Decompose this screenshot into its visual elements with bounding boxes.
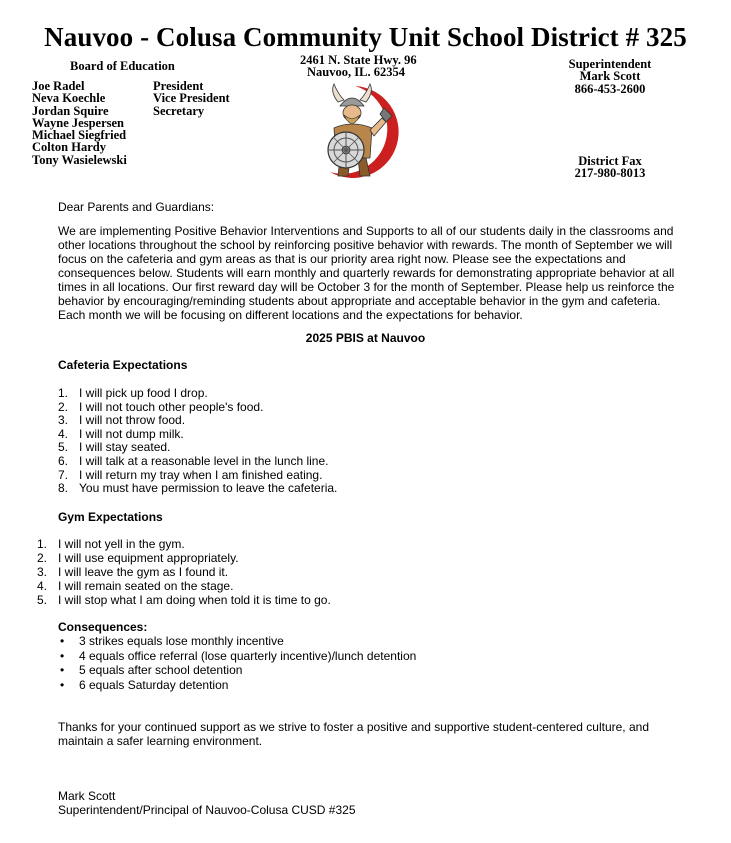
letter-greeting: Dear Parents and Guardians: xyxy=(58,200,215,214)
list-number: 3. xyxy=(37,565,48,579)
viking-mascot-icon xyxy=(300,80,410,180)
board-member: Tony Wasielewski xyxy=(32,152,127,167)
bullet-icon: • xyxy=(60,677,65,692)
list-text: I will stop what I am doing when told it is time to go. xyxy=(58,593,331,607)
list-text: You must have permission to leave the cafeteria. xyxy=(79,481,338,496)
list-text: I will not yell in the gym. xyxy=(58,537,185,551)
pbis-heading: 2025 PBIS at Nauvoo xyxy=(305,331,426,345)
list-number: 8. xyxy=(58,481,69,496)
board-member: Joe Radel xyxy=(32,79,85,93)
bullet-icon: • xyxy=(60,648,65,663)
list-number: 7. xyxy=(58,467,69,482)
list-text: I will return my tray when I am finished eating. xyxy=(79,467,323,482)
district-fax-block xyxy=(560,155,660,180)
list-number: 1. xyxy=(37,537,48,551)
district-address xyxy=(300,53,417,80)
consequences-heading: Consequences: xyxy=(58,620,148,634)
list-text: I will use equipment appropriately. xyxy=(58,551,239,565)
list-text: 4 equals office referral (lose quarterly incentive)/lunch detention xyxy=(79,648,417,663)
list-text: 5 equals after school detention xyxy=(79,663,243,678)
gym-expectations-list xyxy=(37,537,331,607)
list-item xyxy=(58,649,416,664)
list-item xyxy=(58,413,337,427)
list-text: I will not throw food. xyxy=(79,413,186,428)
board-member: Wayne Jespersen xyxy=(32,115,125,130)
superintendent-block xyxy=(560,58,660,95)
list-number: 5. xyxy=(37,593,48,607)
list-number: 5. xyxy=(58,440,69,455)
list-item xyxy=(58,663,416,678)
board-member: Colton Hardy xyxy=(32,140,106,155)
list-item xyxy=(37,579,331,593)
list-item xyxy=(58,468,337,482)
bullet-icon: • xyxy=(60,663,65,678)
board-member: Michael Siegfried xyxy=(32,128,127,143)
gym-expectations-heading: Gym Expectations xyxy=(58,510,163,524)
list-text: 6 equals Saturday detention xyxy=(79,677,229,692)
superintendent-phone: 866-453-2600 xyxy=(574,81,646,96)
superintendent-label: Superintendent xyxy=(568,57,652,71)
list-number: 4. xyxy=(37,579,48,593)
list-number: 2. xyxy=(37,551,48,565)
list-text: I will talk at a reasonable level in the lunch line. xyxy=(79,453,329,468)
board-role: Secretary xyxy=(153,103,205,118)
board-of-education-heading: Board of Education xyxy=(70,59,175,73)
list-item xyxy=(58,454,337,468)
consequences-list xyxy=(58,634,416,692)
board-roles-list xyxy=(153,80,230,117)
board-member: Jordan Squire xyxy=(32,103,109,118)
list-item xyxy=(58,481,337,495)
list-text: I will not touch other people's food. xyxy=(79,399,264,414)
list-item xyxy=(58,386,337,400)
list-item xyxy=(58,440,337,454)
list-text: I will remain seated on the stage. xyxy=(58,579,234,593)
list-item xyxy=(37,593,331,607)
address-line: Nauvoo, IL. 62354 xyxy=(307,65,405,80)
list-number: 1. xyxy=(58,386,69,400)
board-role: Vice President xyxy=(153,91,230,106)
bullet-icon: • xyxy=(60,634,65,648)
address-line: 2461 N. State Hwy. 96 xyxy=(300,53,417,67)
signature-title: Superintendent/Principal of Nauvoo-Colusa CUSD #325 xyxy=(58,803,356,817)
list-item xyxy=(58,678,416,693)
fax-number: 217-980-8013 xyxy=(574,166,646,181)
list-text: I will stay seated. xyxy=(79,440,171,455)
list-text: 3 strikes equals lose monthly incentive xyxy=(79,634,284,648)
cafeteria-expectations-list xyxy=(58,386,337,495)
board-role: President xyxy=(153,79,204,93)
letter-intro-paragraph: We are implementing Positive Behavior Interventions and Supports to all of our students daily in the classrooms and other locations throughout the school by reinforcing positive behavior with rewards. The month of September we will focus on the cafeteria and gym areas as that is our priority area right now. Please see the expectations and consequences below. Students will earn monthly and quarterly rewards for demonstrating appropriate behavior at all times in all locations. Our first reward day will be October 3 for the month of September. Please help us reinforce the behavior by encouraging/reminding students about appropriate and acceptable behavior in the gym and cafeteria. Each month we will be focusing on different locations and the expectations for behavior. xyxy=(58,224,675,322)
list-item xyxy=(37,565,331,579)
superintendent-name: Mark Scott xyxy=(579,69,641,84)
list-number: 2. xyxy=(58,399,69,414)
list-item xyxy=(58,400,337,414)
list-number: 3. xyxy=(58,413,69,428)
list-text: I will pick up food I drop. xyxy=(79,386,208,400)
list-item xyxy=(37,537,331,551)
district-title: Nauvoo - Colusa Community Unit School District # 325 xyxy=(44,22,687,52)
list-number: 4. xyxy=(58,426,69,441)
cafeteria-expectations-heading: Cafeteria Expectations xyxy=(58,358,188,372)
fax-label: District Fax xyxy=(578,154,642,168)
list-text: I will not dump milk. xyxy=(79,426,184,441)
list-item xyxy=(58,427,337,441)
board-member: Neva Koechle xyxy=(32,91,106,106)
board-members-list xyxy=(32,80,127,166)
list-item xyxy=(58,634,416,649)
list-text: I will leave the gym as I found it. xyxy=(58,565,229,579)
letter-closing-paragraph: Thanks for your continued support as we strive to foster a positive and supportive student-centered culture, and maintain a safer learning environment. xyxy=(58,720,649,748)
list-item xyxy=(37,551,331,565)
signature-name: Mark Scott xyxy=(58,789,116,803)
list-number: 6. xyxy=(58,453,69,468)
